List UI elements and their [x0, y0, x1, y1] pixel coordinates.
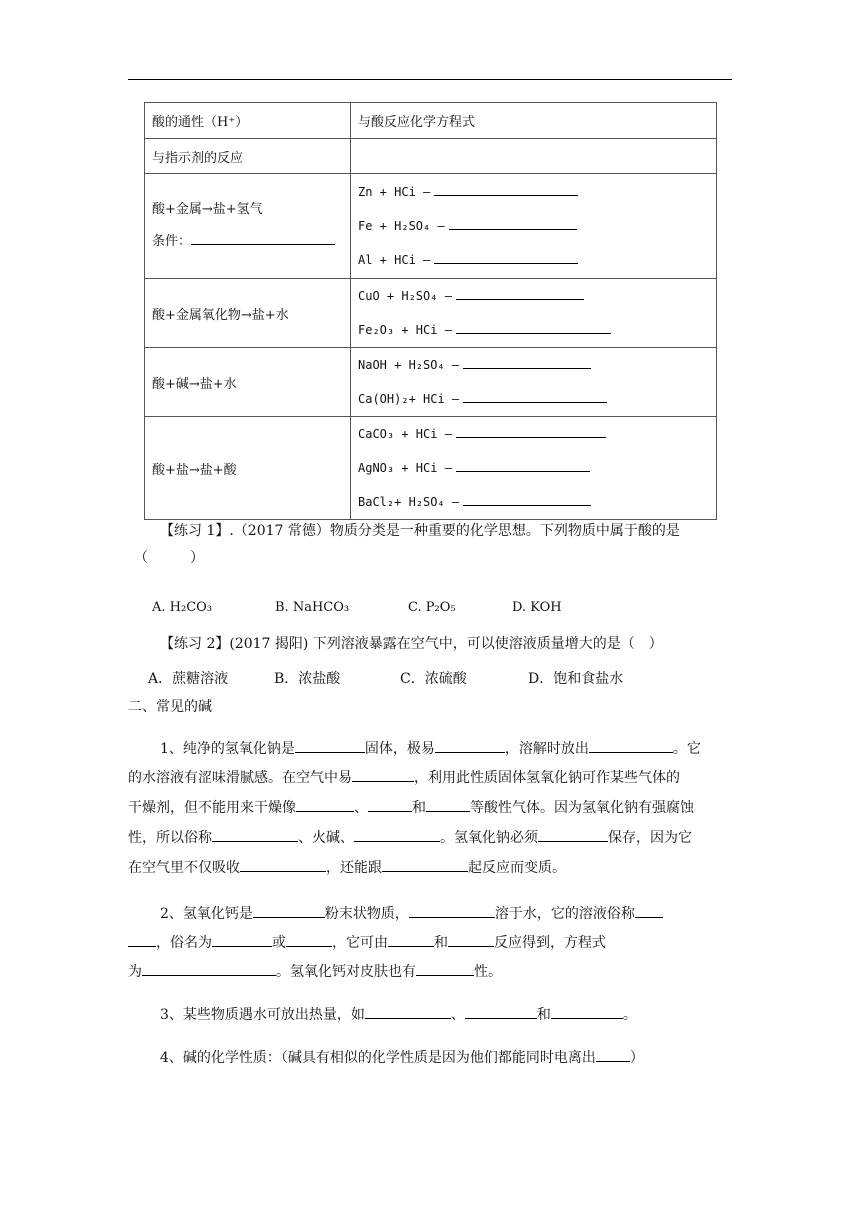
equation-blank[interactable] — [456, 315, 611, 334]
caoh2-line-2 — [128, 932, 606, 952]
fill-blank[interactable] — [409, 903, 495, 918]
fill-blank[interactable] — [589, 738, 673, 753]
fill-blank[interactable] — [365, 1004, 451, 1019]
equation-blank[interactable] — [456, 453, 590, 472]
exercise1-stem: 【练习 1】.（2017 常德）物质分类是一种重要的化学思想。下列物质中属于酸的是 — [160, 523, 680, 539]
text: 起反应而变质。 — [468, 860, 566, 876]
fill-blank[interactable] — [416, 961, 474, 976]
text: 性，所以俗称 — [128, 830, 212, 846]
equation-text: CuO + H₂SO₄ — — [358, 289, 452, 303]
equation-text: Al + HCi — — [358, 253, 431, 267]
text: 的水溶液有涩味滑腻感。在空气中易 — [128, 770, 352, 786]
equation-blank[interactable] — [456, 281, 584, 300]
equation-line — [358, 451, 716, 485]
header-equation: 与酸反应化学方程式 — [351, 103, 717, 139]
text: 性。 — [474, 964, 502, 980]
fill-blank[interactable] — [426, 797, 470, 812]
fill-blank[interactable] — [142, 961, 276, 976]
table-row — [145, 279, 717, 348]
text: 和 — [412, 800, 426, 816]
text: ，还能跟 — [326, 860, 382, 876]
fill-blank[interactable] — [352, 767, 414, 782]
equation-blank[interactable] — [434, 177, 578, 196]
exercise1-option-b[interactable]: B. NaHCO₃ — [275, 600, 350, 615]
text: 3、某些物质遇水可放出热量，如 — [160, 1007, 365, 1023]
metal-equations — [351, 174, 717, 279]
table-header-row — [145, 103, 717, 139]
text: 4、碱的化学性质：（碱具有相似的化学性质是因为他们都能同时电离出 — [160, 1050, 596, 1066]
condition-blank[interactable] — [191, 226, 335, 245]
fill-blank[interactable] — [240, 857, 326, 872]
text: ，溶解时放出 — [504, 741, 589, 757]
salt-label: 酸+盐→盐+酸 — [145, 417, 351, 520]
fill-blank[interactable] — [354, 827, 440, 842]
text: 保存，因为它 — [608, 830, 692, 846]
fill-blank[interactable] — [596, 1047, 630, 1062]
text: 粉末状物质， — [324, 906, 409, 922]
indicator-answer-cell[interactable] — [351, 139, 717, 174]
text: 为 — [128, 964, 142, 980]
fill-blank[interactable] — [212, 932, 272, 947]
text: 。氢氧化钙对皮肤也有 — [276, 964, 416, 980]
naoh-line-1 — [160, 738, 701, 758]
equation-blank[interactable] — [463, 384, 607, 403]
fill-blank[interactable] — [295, 738, 365, 753]
equation-text: Fe + H₂SO₄ — — [358, 219, 445, 233]
text: 等酸性气体。因为氢氧化钠有强腐蚀 — [470, 800, 694, 816]
equation-text: NaOH + H₂SO₄ — — [358, 358, 460, 372]
text: 、 — [354, 800, 368, 816]
heat-release-line — [160, 1004, 637, 1024]
exercise1-option-d[interactable]: D. KOH — [512, 600, 562, 615]
fill-blank[interactable] — [388, 932, 434, 947]
text: 干燥剂，但不能用来干燥像 — [128, 800, 296, 816]
exercise2-option-b[interactable]: B．浓盐酸 — [274, 671, 341, 687]
fill-blank[interactable] — [296, 797, 354, 812]
text: 、火碱、 — [298, 830, 354, 846]
condition-label: 条件： — [152, 234, 192, 249]
base-label: 酸+碱→盐+水 — [145, 348, 351, 417]
text: 1、纯净的氢氧化钠是 — [160, 741, 295, 757]
equation-text: BaCl₂+ H₂SO₄ — — [358, 495, 460, 509]
equation-blank[interactable] — [449, 211, 577, 230]
naoh-line-5 — [128, 857, 566, 877]
exercise2-option-d[interactable]: D．饱和食盐水 — [528, 671, 624, 687]
equation-line — [358, 279, 716, 313]
header-acid-property: 酸的通性（H⁺） — [145, 103, 351, 139]
text: 溶于水，它的溶液俗称 — [494, 906, 635, 922]
equation-line — [358, 348, 716, 382]
equation-blank[interactable] — [434, 245, 578, 264]
text: 。氢氧化钠必须 — [440, 830, 538, 846]
text: 、 — [450, 1007, 465, 1023]
text: 在空气里不仅吸收 — [128, 860, 240, 876]
table-row — [145, 348, 717, 417]
equation-text: Fe₂O₃ + HCi — — [358, 323, 452, 337]
table-row — [145, 174, 717, 279]
fill-blank[interactable] — [635, 903, 663, 918]
exercise2-option-a[interactable]: A．蔗糖溶液 — [148, 671, 229, 687]
indicator-label: 与指示剂的反应 — [145, 139, 351, 174]
naoh-line-3 — [128, 797, 694, 817]
text: 反应得到，方程式 — [494, 935, 606, 951]
exercise1-option-c[interactable]: C. P₂O₅ — [408, 600, 456, 615]
fill-blank[interactable] — [465, 1004, 537, 1019]
oxide-label: 酸+金属氧化物→盐+水 — [145, 279, 351, 348]
text: ，利用此性质固体氢氧化钠可作某些气体的 — [414, 770, 680, 786]
equation-blank[interactable] — [463, 487, 591, 506]
oxide-equations — [351, 279, 717, 348]
fill-blank[interactable] — [448, 932, 494, 947]
base-properties-line — [160, 1047, 644, 1067]
acid-properties-table — [144, 102, 717, 520]
equation-blank[interactable] — [463, 350, 591, 369]
exercise2-stem: 【练习 2】(2017 揭阳) 下列溶液暴露在空气中，可以使溶液质量增大的是（ ） — [160, 636, 663, 652]
salt-equations — [351, 417, 717, 520]
text: ，俗名为 — [156, 935, 212, 951]
fill-blank[interactable] — [128, 932, 156, 947]
caoh2-line-1 — [160, 903, 663, 923]
exercise1-option-a[interactable]: A. H₂CO₃ — [152, 600, 213, 615]
fill-blank[interactable] — [382, 857, 468, 872]
equation-line — [358, 209, 716, 243]
equation-line — [358, 243, 716, 277]
metal-label: 酸+金属→盐+氢气 — [152, 202, 263, 217]
equation-text: Zn + HCi — — [358, 185, 431, 199]
naoh-line-2 — [128, 767, 680, 787]
equation-text: AgNO₃ + HCi — — [358, 461, 452, 475]
fill-blank[interactable] — [551, 1004, 623, 1019]
text: 固体，极易 — [364, 741, 435, 757]
metal-condition — [152, 226, 350, 258]
equation-line — [358, 175, 716, 209]
equation-line — [358, 485, 716, 519]
text: 。它 — [672, 741, 701, 757]
equation-line — [358, 417, 716, 451]
exercise2-option-c[interactable]: C．浓硫酸 — [400, 671, 467, 687]
table-row — [145, 139, 717, 174]
table-row — [145, 417, 717, 520]
exercise1-paren[interactable]: （ ） — [134, 550, 204, 566]
equation-text: CaCO₃ + HCi — — [358, 427, 452, 441]
metal-cell — [145, 174, 351, 279]
naoh-line-4 — [128, 827, 692, 847]
text: ） — [629, 1050, 644, 1066]
caoh2-line-3 — [128, 961, 502, 981]
text: 。 — [622, 1007, 637, 1023]
text: 和 — [536, 1007, 551, 1023]
text: 或 — [272, 935, 286, 951]
fill-blank[interactable] — [538, 827, 608, 842]
equation-line — [358, 382, 716, 416]
equation-line — [358, 313, 716, 347]
fill-blank[interactable] — [286, 932, 332, 947]
header-rule — [128, 79, 732, 80]
text: 和 — [434, 935, 448, 951]
fill-blank[interactable] — [253, 903, 325, 918]
base-equations — [351, 348, 717, 417]
fill-blank[interactable] — [368, 797, 412, 812]
fill-blank[interactable] — [212, 827, 298, 842]
text: ，它可由 — [332, 935, 388, 951]
equation-blank[interactable] — [456, 419, 606, 438]
section-title: 二、常见的碱 — [128, 699, 212, 715]
text: 2、氢氧化钙是 — [160, 906, 253, 922]
equation-text: Ca(OH)₂+ HCi — — [358, 392, 460, 406]
fill-blank[interactable] — [435, 738, 505, 753]
